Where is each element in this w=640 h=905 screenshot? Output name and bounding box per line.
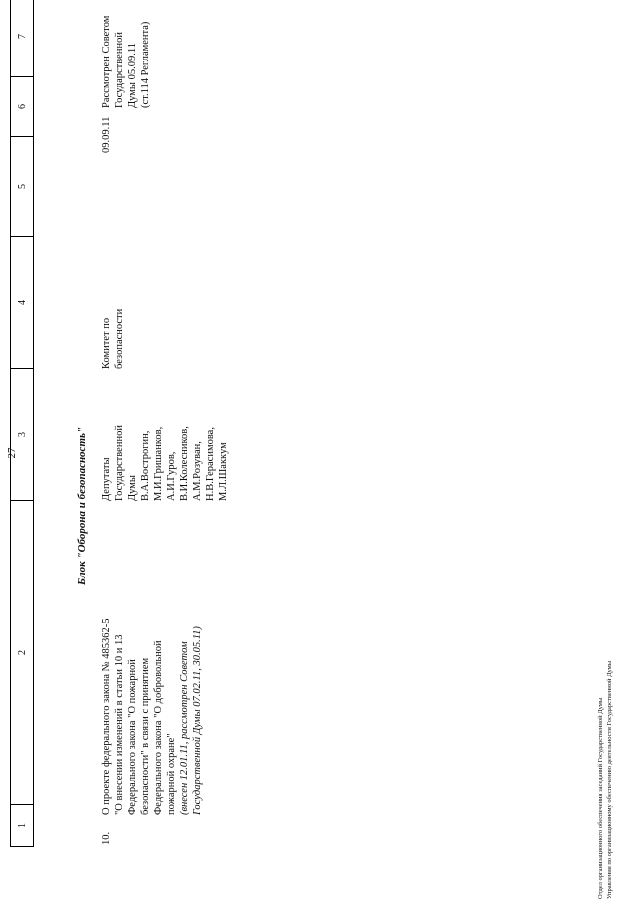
author-line: В.И.Колесников, bbox=[179, 426, 190, 501]
column-header-6: 6 bbox=[11, 76, 33, 136]
author-line: М.Л.Шаккум bbox=[218, 442, 229, 501]
footer-line: Управления по организационному обеспечению деятельности Государственной Думы bbox=[606, 660, 613, 899]
description-line: Федерального закона "О пожарной bbox=[127, 659, 138, 815]
page-number: 27 bbox=[6, 447, 18, 459]
column-header-4: 4 bbox=[11, 236, 33, 368]
author-line: В.А.Вострогин, bbox=[140, 430, 151, 501]
author-line: М.И.Гришанков, bbox=[153, 426, 164, 501]
description-note-line: Государственной Думы 07.02.11, 30.05.11) bbox=[192, 626, 203, 815]
author-line: Государственной bbox=[114, 425, 125, 501]
review-date: 09.09.11 bbox=[101, 116, 112, 153]
author-line: Депутаты bbox=[101, 457, 112, 501]
status-line: Рассмотрен Советом bbox=[101, 15, 112, 108]
description-line: "О внесении изменений в статьи 10 и 13 bbox=[114, 634, 125, 815]
footer-line: Отдел организационного обеспечения заседаний Государственной Думы bbox=[597, 697, 604, 899]
bill-status bbox=[100, 0, 152, 108]
author-line: Н.В.Герасимова, bbox=[205, 427, 216, 501]
committee-line: безопасности bbox=[114, 308, 125, 369]
column-header-7: 7 bbox=[16, 34, 28, 39]
footer-note bbox=[596, 661, 614, 899]
author-line: А.М.Розуван, bbox=[192, 441, 203, 501]
author-line: Думы bbox=[127, 475, 138, 501]
bill-description bbox=[100, 547, 204, 815]
block-title: Блок "Оборона и безопасность" bbox=[76, 426, 88, 585]
column-header-5: 5 bbox=[11, 136, 33, 236]
author-line: А.И.Гуров, bbox=[166, 451, 177, 501]
column-header-2: 2 bbox=[11, 500, 33, 804]
responsible-committee bbox=[100, 249, 126, 369]
description-note-line: (внесен 12.01.11, рассмотрен Советом bbox=[179, 641, 190, 815]
status-line: Государственной bbox=[114, 32, 125, 108]
status-line: Думы 05.09.11 bbox=[127, 43, 138, 108]
bill-authors bbox=[100, 371, 230, 501]
description-line: пожарной охране" bbox=[166, 733, 177, 815]
table-header-row bbox=[10, 0, 34, 847]
row-number: 10. bbox=[101, 831, 112, 845]
description-line: Федерального закона "О добровольной bbox=[153, 640, 164, 815]
description-line: безопасности" в связи с принятием bbox=[140, 657, 151, 815]
status-line: (ст.114 Регламента) bbox=[140, 21, 151, 108]
committee-line: Комитет по bbox=[101, 317, 112, 369]
column-header-1: 1 bbox=[11, 804, 33, 846]
description-line: О проекте федерального закона № 485362-5 bbox=[101, 618, 112, 815]
column-header-3: 3 bbox=[11, 368, 33, 500]
